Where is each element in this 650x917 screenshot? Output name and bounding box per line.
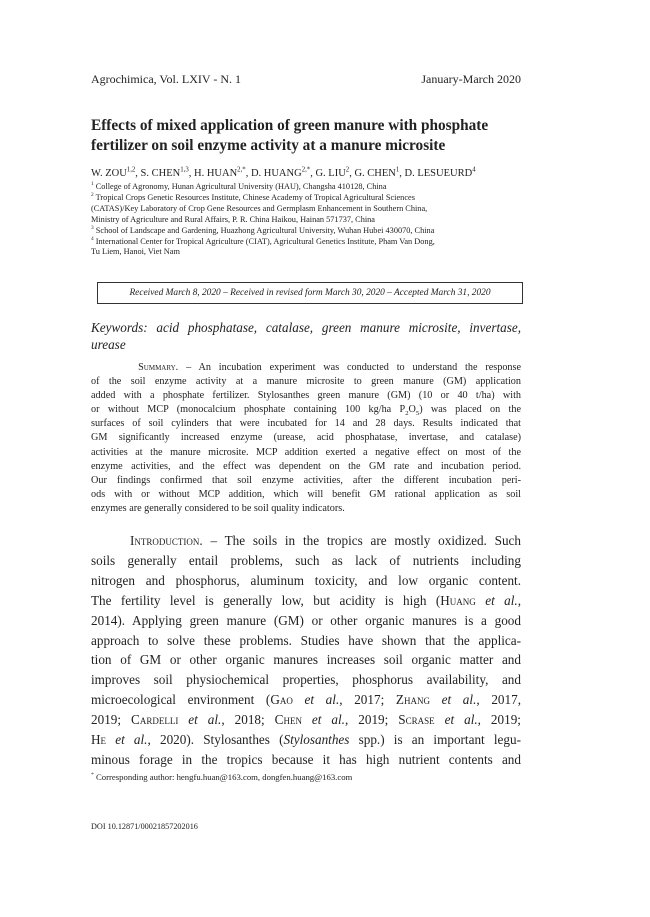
author: H. HUAN: [194, 168, 238, 179]
intro-text: , 2019;: [344, 712, 399, 728]
affiliation-number: 4: [91, 235, 94, 242]
affiliation-line: [91, 193, 531, 204]
author: G. CHEN: [354, 168, 396, 179]
summary-line: added with a phosphate fertilizer. Stylosanthes green manure (GM) (10 or 40 t/ha) with: [91, 390, 521, 402]
intro-line: improves soil physiochemical properties, phosphorus availability, and: [91, 672, 521, 688]
affiliation-text: Ministry of Agriculture and Rural Affairs, P. R. China Haikou, Hainan 571737, China: [91, 214, 375, 224]
subscript: 2: [405, 410, 409, 418]
title-line-2: fertilizer on soil enzyme activity at a manure microsite: [91, 137, 446, 154]
affiliation-number: 2: [91, 192, 94, 199]
summary-line: surfaces of soil cylinders that were incubated for 14 and 28 days. Results indicated that: [91, 418, 521, 430]
intro-line: [91, 690, 521, 710]
author-affiliation-mark: 1,2: [126, 166, 136, 174]
summary-line: of the soil enzyme activity at a manure microsite to green manure (GM) application: [91, 376, 521, 388]
affiliation-line: [91, 237, 531, 248]
summary-line: GM significantly increased enzyme (urease, acid phosphatase, invertase, and catalase): [91, 432, 521, 444]
author-list: W. ZOU$^{1,2}$, S. CHEN$^{1,3}$, H. $HUAN^{2,*}$, D. $HUANG^{2,*}$, G. LIU$^2$, G. CHEN$^1$, D. LESUEURD$^4$: [91, 166, 476, 179]
affiliation-text: International Center for Tropical Agriculture (CIAT), Agricultural Genetics Institute, Pham Van Dong,: [95, 236, 435, 246]
author: G. LIU: [315, 168, 346, 179]
footnote-text: Corresponding author: hengfu.huan@163.com, dongfen.huang@163.com: [93, 772, 353, 782]
citation-author: Huang: [440, 592, 476, 608]
intro-text: , 2017;: [339, 692, 396, 708]
intro-line: soils generally entail problems, such as lack of nutrients including: [91, 552, 521, 568]
intro-line: approach to solve these problems. Studies have shown that the applica-: [91, 632, 521, 648]
running-header: [91, 72, 521, 88]
summary-text: ) was placed on the: [419, 404, 521, 416]
summary-line: [91, 361, 521, 375]
author-affiliation-mark: 4: [472, 166, 476, 174]
doi: DOI 10.12871/00021857202016: [91, 822, 198, 831]
author-affiliation-mark: 1,3: [180, 166, 189, 174]
intro-text: , 2018;: [221, 712, 275, 728]
citation-etal: et al.: [106, 732, 148, 748]
author: S. CHEN: [140, 168, 181, 179]
affiliation-text: Tu Liem, Hanoi, Viet Nam: [91, 247, 180, 257]
intro-line: 2014). Applying green manure (GM) or other organic manures is a good: [91, 612, 521, 628]
affiliations: [91, 182, 531, 258]
intro-text: spp.) is an important legu-: [349, 732, 521, 748]
affiliation-line: [91, 182, 531, 193]
author: W. ZOU: [91, 168, 127, 179]
species-name: Stylosanthes: [283, 732, 350, 748]
summary-line: enzymes are generally considered to be soil quality indicators.: [91, 502, 345, 514]
affiliation-number: 3: [91, 224, 94, 231]
intro-text: , 2019;: [477, 712, 521, 728]
citation-author: Gao: [270, 692, 293, 708]
intro-text: microecological environment (: [91, 692, 271, 708]
affiliation-text: School of Landscape and Gardening, Huazhong Agricultural University, Wuhan Hubei 430070, China: [95, 225, 435, 235]
intro-text: – The soils in the tropics are mostly oxidized. Such: [202, 533, 522, 548]
citation-etal: et al.: [301, 712, 345, 728]
citation-author: Zhang: [395, 692, 430, 708]
citation-author: He: [91, 732, 107, 748]
citation-etal: et al.: [292, 692, 340, 708]
citation-author: Cardelli: [131, 712, 179, 728]
summary-line: [91, 403, 521, 417]
affiliation-text: (CATAS)/Key Laboratory of Crop Gene Resources and Germplasm Enhancement in Southern China,: [91, 203, 428, 213]
author: D. LESUEURD: [404, 168, 473, 179]
affiliation-text: College of Agronomy, Hunan Agricultural University (HAU), Changsha 410128, China: [95, 182, 387, 191]
affiliation-line: [91, 226, 531, 237]
summary-line: Our findings confirmed that soil enzyme activities, after the different incubation peri-: [91, 474, 521, 486]
received-dates-box: Received March 8, 2020 – Received in revised form March 30, 2020 – Accepted March 31, 2020: [97, 282, 523, 304]
summary-text: or without MCP (monocalcium phosphate containing 100 kg/ha P: [91, 404, 406, 416]
author: D. HUANG: [250, 168, 302, 179]
subscript: 5: [415, 410, 420, 418]
journal-name: Agrochimica, Vol. LXIV - N. 1: [91, 72, 241, 86]
keywords-line-2: urease: [91, 337, 126, 352]
corresponding-author-footnote: [91, 772, 521, 782]
summary-text: O: [408, 404, 416, 416]
intro-line: [91, 730, 521, 750]
intro-text: , 2017,: [476, 692, 522, 708]
affiliation-number: 1: [91, 181, 94, 188]
paper-title: [91, 116, 531, 156]
author-affiliation-mark: 1: [395, 166, 400, 174]
intro-line: tion of GM or other organic manures increases soil organic matter and: [91, 652, 521, 668]
intro-label: Introduction.: [129, 533, 203, 548]
issue-date: January-March 2020: [421, 72, 521, 86]
citation-etal: et al.: [429, 692, 477, 708]
summary-abstract: [91, 361, 521, 516]
summary-line: enzyme activities, and the effect was dependent on the GM rate and incubation period.: [91, 460, 521, 472]
summary-line: activities at the manure microsite. MCP addition exerted a negative effect on most of the: [91, 446, 521, 458]
intro-line: [91, 531, 521, 551]
intro-line: minous forage in the tropics because it has high nutrient contents and: [91, 751, 521, 767]
introduction-paragraph: [91, 531, 521, 770]
keywords: [91, 319, 521, 353]
citation-author: Scrase: [398, 712, 435, 728]
affiliation-line: [91, 204, 531, 215]
affiliation-text: Tropical Crops Genetic Resources Institute, Chinese Academy of Tropical Agricultural Sciences: [95, 192, 415, 202]
affiliation-line: [91, 215, 531, 226]
intro-text: , 2020). Stylosanthes (: [147, 732, 284, 748]
author-affiliation-mark: 2: [345, 166, 350, 174]
intro-line: nitrogen and phosphorus, aluminum toxicity, and low organic content.: [91, 572, 521, 588]
intro-text: 2019;: [91, 712, 132, 728]
title-line-1: Effects of mixed application of green manure with phosphate: [91, 117, 489, 134]
citation-etal: et al.,: [475, 592, 521, 608]
citation-etal: et al.: [178, 712, 222, 728]
intro-text: The fertility level is generally low, but acidity is high (: [91, 592, 441, 608]
summary-text: – An incubation experiment was conducted to understand the response: [178, 362, 522, 373]
citation-etal: et al.: [434, 712, 478, 728]
keywords-line-1: Keywords: acid phosphatase, catalase, green manure microsite, invertase,: [91, 320, 521, 335]
summary-line: ods with or without MCP addition, which will benefit GM rational application as soil: [91, 488, 521, 500]
author-affiliation-mark: 2,*: [301, 166, 311, 174]
summary-label: Summary.: [138, 362, 179, 373]
citation-author: Chen: [274, 712, 302, 728]
intro-line: [91, 591, 521, 611]
author-affiliation-mark: 2,*: [237, 166, 246, 174]
footnote-mark: *: [91, 772, 94, 779]
affiliation-line: [91, 247, 531, 258]
intro-line: [91, 710, 521, 730]
